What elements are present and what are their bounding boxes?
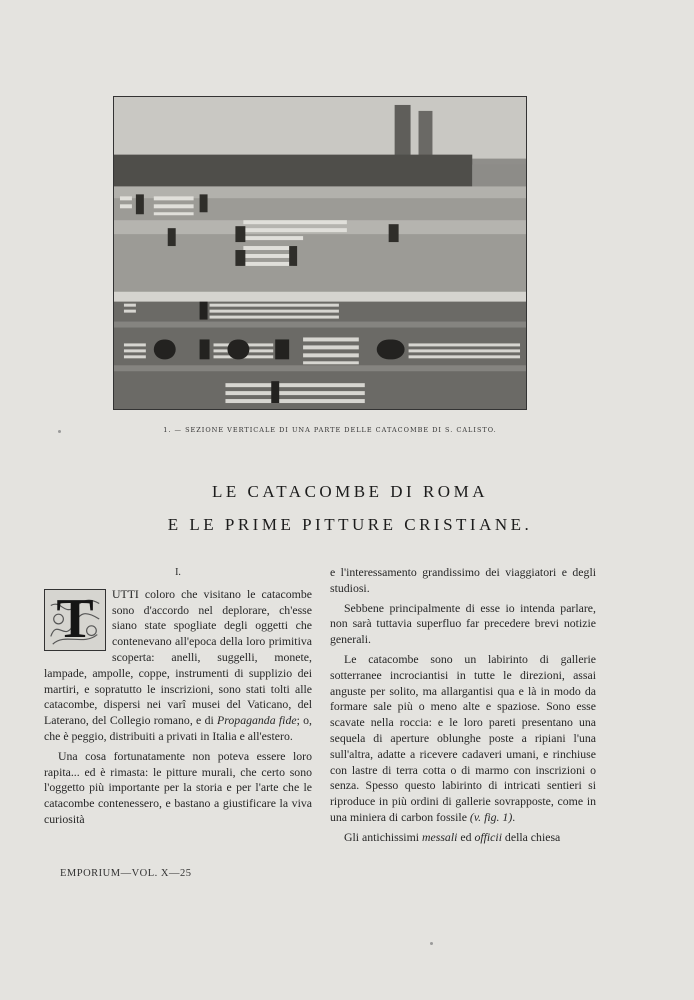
- paragraph: [44, 587, 312, 745]
- page-footer: EMPORIUM—VOL. X—25: [60, 868, 192, 879]
- paragraph-text: ed: [457, 829, 475, 844]
- paper-speck: [58, 430, 61, 433]
- paragraph: [330, 652, 596, 826]
- article-title: LE CATACOMBE DI ROMA: [212, 482, 488, 501]
- figure-caption: 1. — SEZIONE VERTICALE DI UNA PARTE DELLE CATACOMBE DI S. CALISTO.: [163, 426, 497, 434]
- ornamental-dropcap: [44, 589, 106, 651]
- catacomb-section-photo: [113, 96, 527, 410]
- italic-text: messali: [422, 829, 458, 844]
- paragraph: e l'interessamento grandissimo dei viaggiatori e degli studiosi.: [330, 565, 596, 595]
- italic-text: Propaganda fide: [217, 713, 297, 728]
- paragraph-text: Gli antichissimi: [344, 829, 422, 844]
- paragraph: Una cosa fortunatamente non poteva essere loro rapita... ed è rimasta: le pitture murali, che certo sono l'oggetto più importante per la storia e per l'arte che le catacombe contenessero, e bastano a giustificare la viva curiosità: [44, 748, 312, 826]
- paragraph-text: ; o, che è peggio, distribuiti a privati in Italia e all'estero.: [44, 713, 312, 743]
- paragraph: [330, 830, 596, 846]
- article-subtitle: E LE PRIME PITTURE CRISTIANE.: [167, 515, 533, 534]
- left-column: [44, 565, 312, 832]
- paragraph-text: UTTI coloro che visitano le catacombe sono d'accordo nel deplorare, ch'esse siano state spogliate degli oggetti che contenevano all'epoca della loro primitiva scoperta: anelli, suggelli, monete, lampade, ampolle, coppe, instrumenti di supplizio dei martiri, e sopratutto le inscrizioni, sono stati tolti alle catacombe, dispersi nei varî musei del Vaticano, del Laterano, del Collegio romano, e di: [44, 586, 312, 728]
- right-column: [330, 565, 596, 850]
- dropcap-letter: T: [56, 587, 94, 650]
- paper-speck: [430, 942, 433, 945]
- italic-text: (v. fig. 1): [469, 809, 513, 824]
- section-numeral: I.: [175, 567, 181, 578]
- paragraph: Sebbene principalmente di esse io intenda parlare, non sarà tuttavia superfluo far precedere brevi notizie generali.: [330, 600, 596, 647]
- italic-text: officii: [474, 829, 502, 844]
- paragraph-text: Le catacombe sono un labirinto di gallerie sotterranee incrociantisi in tutte le direzioni, assai anguste per solito, ma allargantisi qua e là in modo da formare sale più o meno alte e spaziose. Sono esse scavate nella roccia: e le loro pareti presentano una sequela di aperture oblunghe poste a ripiani l'una sull'altra, adatte a ricevere cadaveri umani, e rinchiuse con lastre di terra cotta o di marmo con inscrizioni o senza. Spesso questo labirinto di intricati sentieri si riproduce in più ordini di gallerie sovrapposte, come in una miniera di carbon fossile: [330, 651, 596, 824]
- paragraph-text: della chiesa: [501, 829, 561, 844]
- paragraph-text: .: [512, 809, 516, 824]
